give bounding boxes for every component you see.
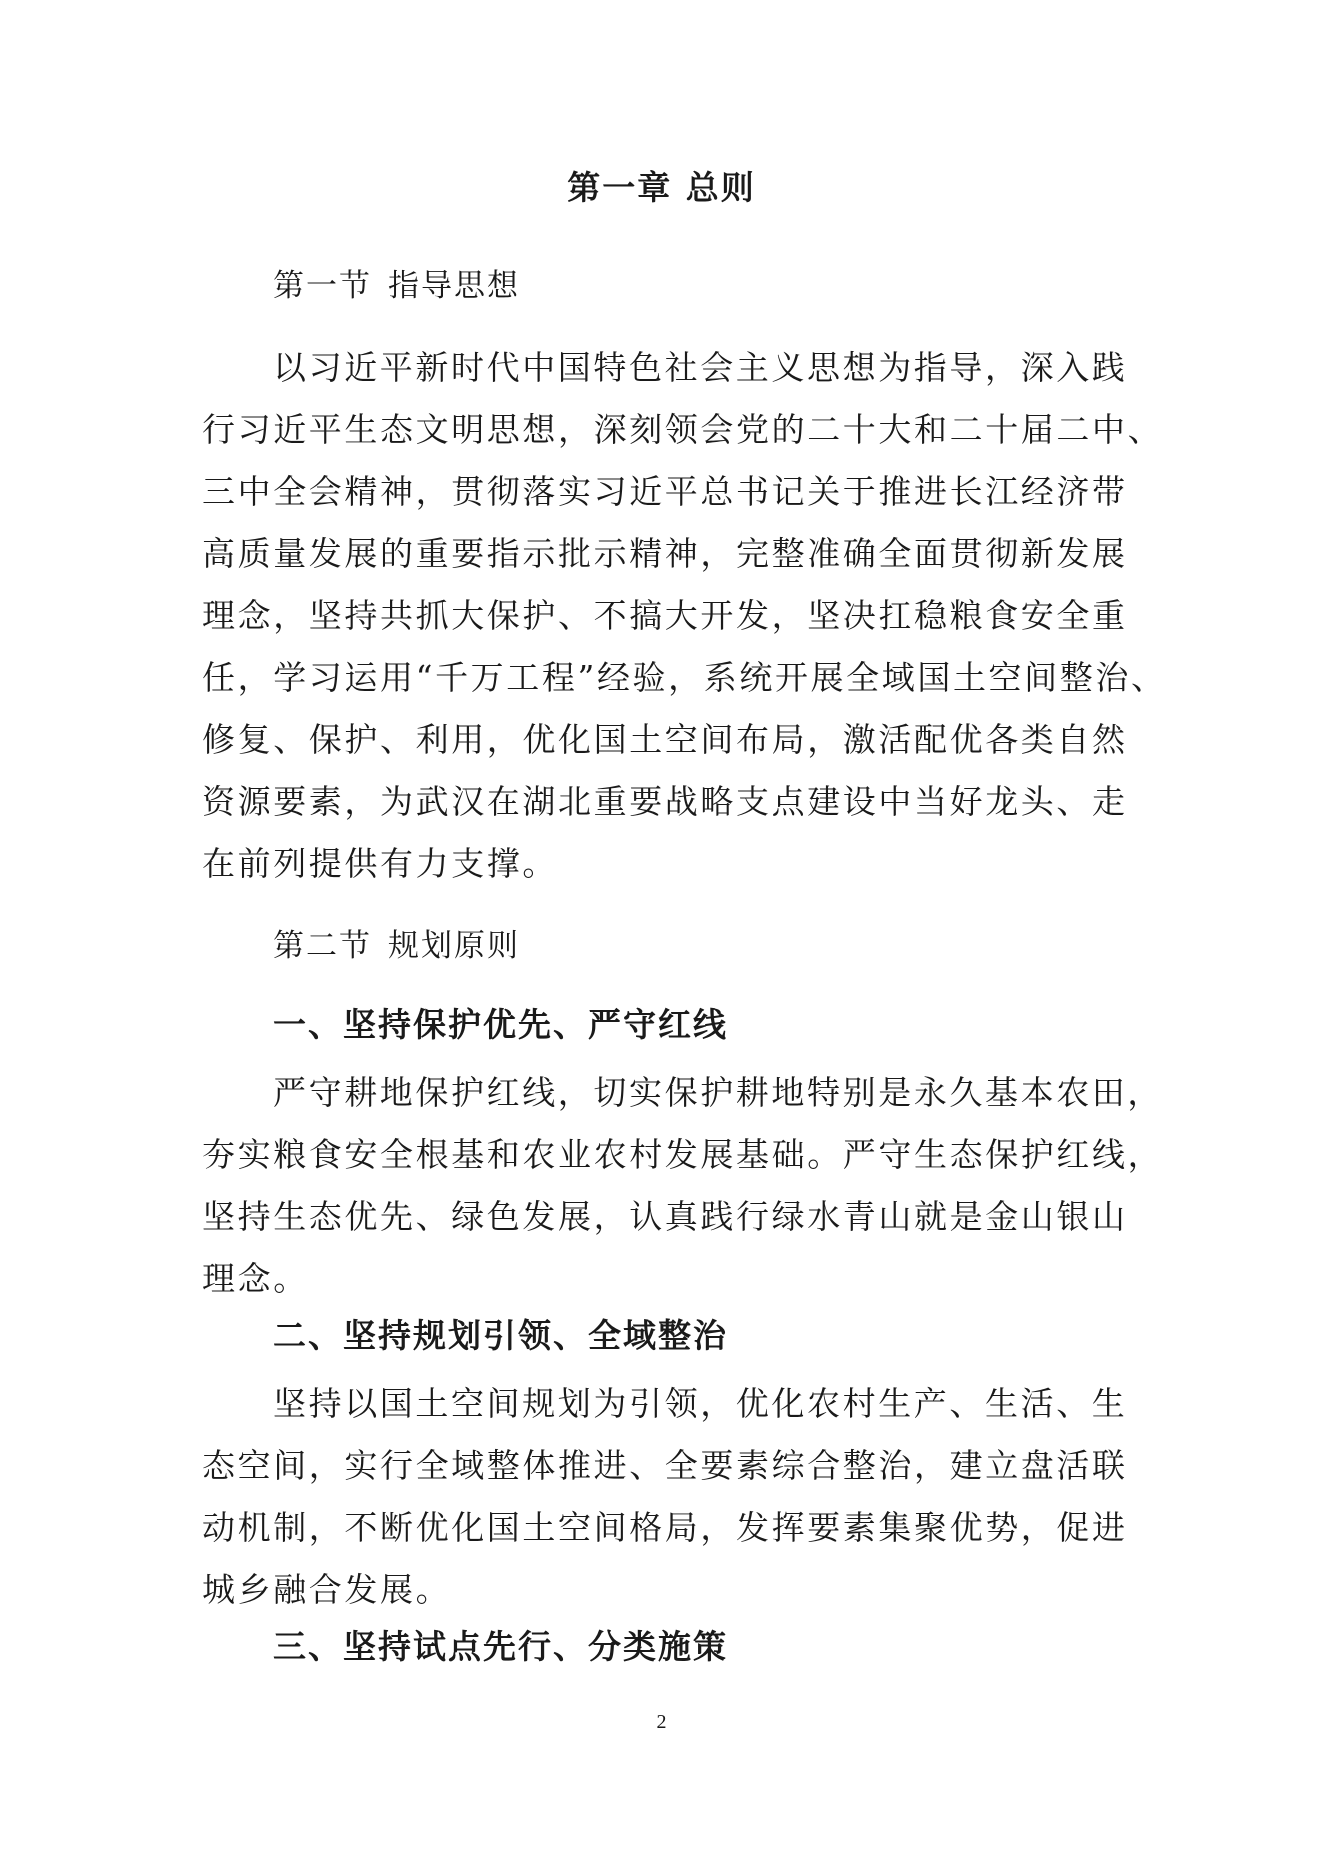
- text-line: 动机制，不断优化国土空间格局，发挥要素集聚优势，促进: [202, 1508, 1128, 1547]
- section-title-planning-principles: [273, 926, 520, 966]
- text-line: 高质量发展的重要指示批示精神，完整准确全面贯彻新发展: [202, 534, 1128, 573]
- text-line: 理念。: [202, 1259, 309, 1298]
- text-line: 以习近平新时代中国特色社会主义思想为指导，深入践: [273, 348, 1128, 387]
- text-line: 修复、保护、利用，优化国土空间布局，激活配优各类自然: [202, 720, 1128, 759]
- page-number: 2: [656, 1711, 667, 1733]
- principle-title-3: 三、坚持试点先行、分类施策: [273, 1627, 728, 1666]
- text-line: 三中全会精神，贯彻落实习近平总书记关于推进长江经济带: [202, 472, 1128, 511]
- section-title-guiding-thought: [273, 266, 520, 306]
- paragraph-principle-1: [202, 1062, 1164, 1310]
- section-number: 第一节: [273, 268, 372, 304]
- text-line: 严守耕地保护红线，切实保护耕地特别是永久基本农田，: [273, 1073, 1163, 1112]
- principle-title-1: 一、坚持保护优先、严守红线: [273, 1005, 728, 1044]
- chapter-title: 第一章 总则: [567, 168, 756, 207]
- principle-title-2: 二、坚持规划引领、全域整治: [273, 1316, 728, 1355]
- text-line: 坚持以国土空间规划为引领，优化农村生产、生活、生: [273, 1384, 1128, 1423]
- text-line: 夯实粮食安全根基和农业农村发展基础。严守生态保护红线，: [202, 1135, 1164, 1174]
- text-line: 任，学习运用“千万工程”经验，系统开展全域国土空间整治、: [202, 658, 1167, 697]
- section-name: 指导思想: [388, 268, 520, 304]
- section-name: 规划原则: [388, 928, 520, 964]
- text-line: 理念，坚持共抓大保护、不搞大开发，坚决扛稳粮食安全重: [202, 596, 1128, 635]
- text-line: 城乡融合发展。: [202, 1570, 452, 1609]
- text-line: 态空间，实行全域整体推进、全要素综合整治，建立盘活联: [202, 1446, 1128, 1485]
- section-number: 第二节: [273, 928, 372, 964]
- paragraph-guiding-thought: [202, 337, 1167, 895]
- text-line: 资源要素，为武汉在湖北重要战略支点建设中当好龙头、走: [202, 782, 1128, 821]
- text-line: 在前列提供有力支撑。: [202, 844, 558, 883]
- paragraph-principle-2: [202, 1373, 1132, 1621]
- text-line: 坚持生态优先、绿色发展，认真践行绿水青山就是金山银山: [202, 1197, 1128, 1236]
- text-line: 行习近平生态文明思想，深刻领会党的二十大和二十届二中、: [202, 410, 1164, 449]
